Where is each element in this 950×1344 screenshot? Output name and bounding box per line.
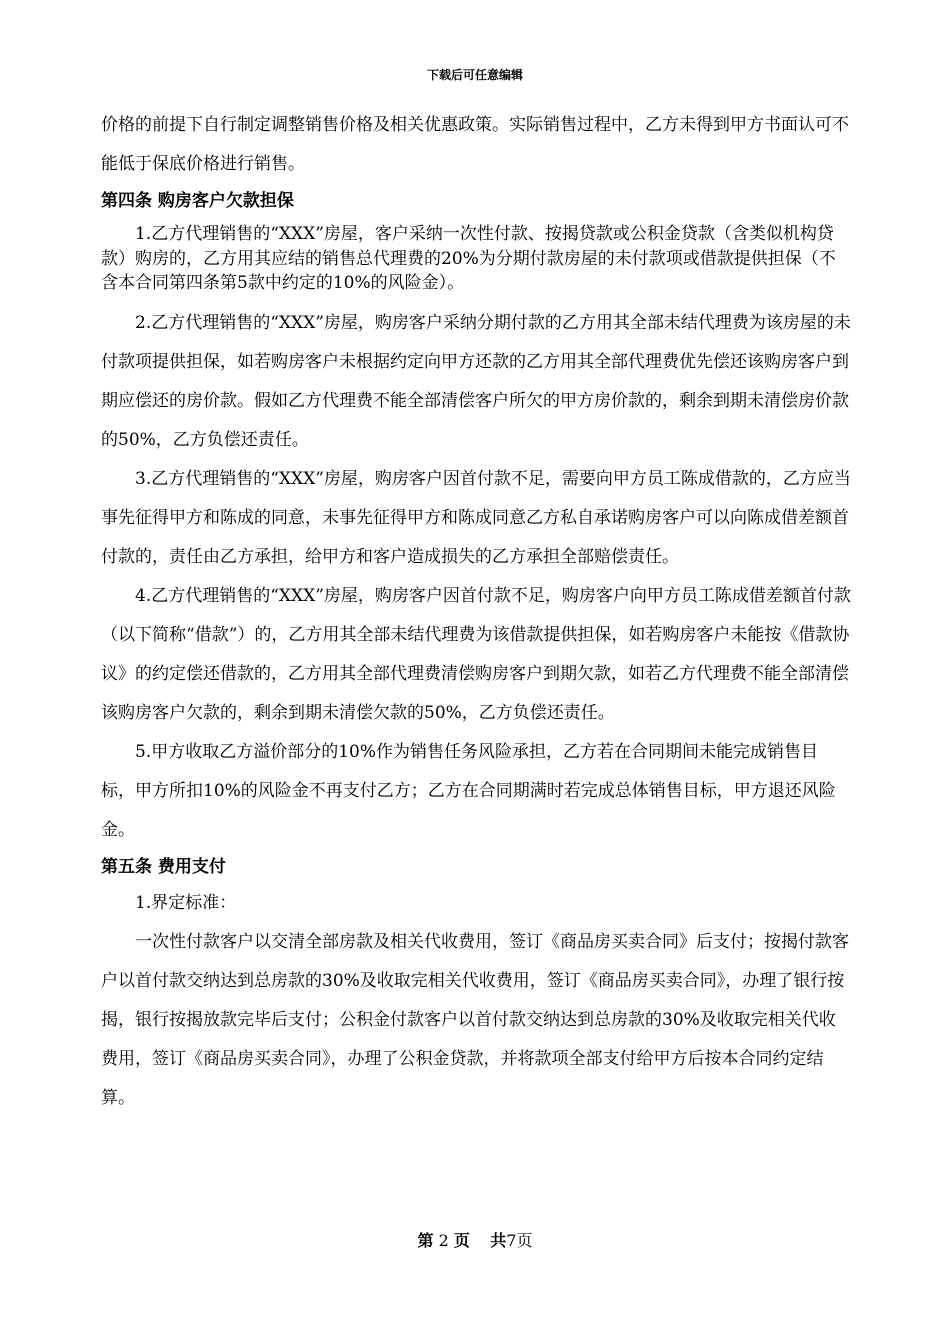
- document-body: [101, 106, 851, 1118]
- intro-paragraph: 价格的前提下自行制定调整销售价格及相关优惠政策。实际销售过程中，乙方未得到甲方书面认可不能低于保底价格进行销售。: [101, 115, 849, 174]
- article-4-item-2: 2.乙方代理销售的“XXX”房屋，购房客户采纳分期付款的乙方用其全部未结代理费为该房屋的未付款项提供担保，如若购房客户未根据约定向甲方还款的乙方用其全部代理费优先偿还该购房客户到期应偿还的房价款。假如乙方代理费不能全部清偿客户所欠的甲方房价款的，剩余到期未清偿房价款的50%，乙方负偿还责任。: [101, 312, 851, 450]
- article-4-item-1: 1.乙方代理销售的“XXX”房屋，客户采纳一次性付款、按揭贷款或公积金贷款（含类似机构贷款）购房的，乙方用其应结的销售总代理费的20%为分期付款房屋的未付款项或借款提供担保（不含本合同第四条第5款中约定的10%的风险金）。: [101, 224, 836, 293]
- total-pages: 7: [506, 1231, 517, 1250]
- article-4-heading: 第四条 购房客户欠款担保: [101, 191, 294, 211]
- page-header: 下载后可任意编辑: [426, 68, 523, 82]
- article-5-heading: 第五条 费用支付: [101, 856, 226, 877]
- article-5-item-1-title: 1.界定标准：: [135, 892, 237, 913]
- page-prefix: 第: [417, 1231, 434, 1250]
- article-4-item-4: 4.乙方代理销售的“XXX”房屋，购房客户因首付款不足，购房客户向甲方员工陈成借差额首付款（以下简称“借款”）的，乙方用其全部未结代理费为该借款提供担保，如若购房客户未能按《借款协议》的约定偿还借款的，乙方用其全部代理费清偿购房客户到期欠款，如若乙方代理费不能全部清偿该购房客户欠款的，剩余到期未清偿欠款的50%，乙方负偿还责任。: [101, 585, 851, 723]
- article-5-item-1-text: 一次性付款客户以交清全部房款及相关代收费用，签订《商品房买卖合同》后支付；按揭付款客户以首付款交纳达到总房款的30%及收取完相关代收费用，签订《商品房买卖合同》，办理了银行按揭，银行按揭放款完毕后支付；公积金付款客户以首付款交纳达到总房款的30%及收取完相关代收费用，签订《商品房买卖合同》，办理了公积金贷款，并将款项全部支付给甲方后按本合同约定结算。: [101, 931, 849, 1108]
- article-4-item-3: 3.乙方代理销售的“XXX”房屋，购房客户因首付款不足，需要向甲方员工陈成借款的，乙方应当事先征得甲方和陈成的同意，未事先征得甲方和陈成同意乙方私自承诺购房客户可以向陈成借差额首付款的，责任由乙方承担，给甲方和客户造成损失的乙方承担全部赔偿责任。: [101, 468, 851, 567]
- article-4-item-5: 5.甲方收取乙方溢价部分的10%作为销售任务风险承担，乙方若在合同期间未能完成销售目标，甲方所扣10%的风险金不再支付乙方；乙方在合同期满时若完成总体销售目标，甲方退还风险金。: [101, 741, 836, 840]
- total-prefix: 共: [490, 1231, 507, 1250]
- page-footer: [0, 1228, 950, 1251]
- page-number: 2: [438, 1231, 449, 1250]
- page-suffix: 页: [453, 1231, 470, 1250]
- total-suffix: 页: [516, 1231, 533, 1250]
